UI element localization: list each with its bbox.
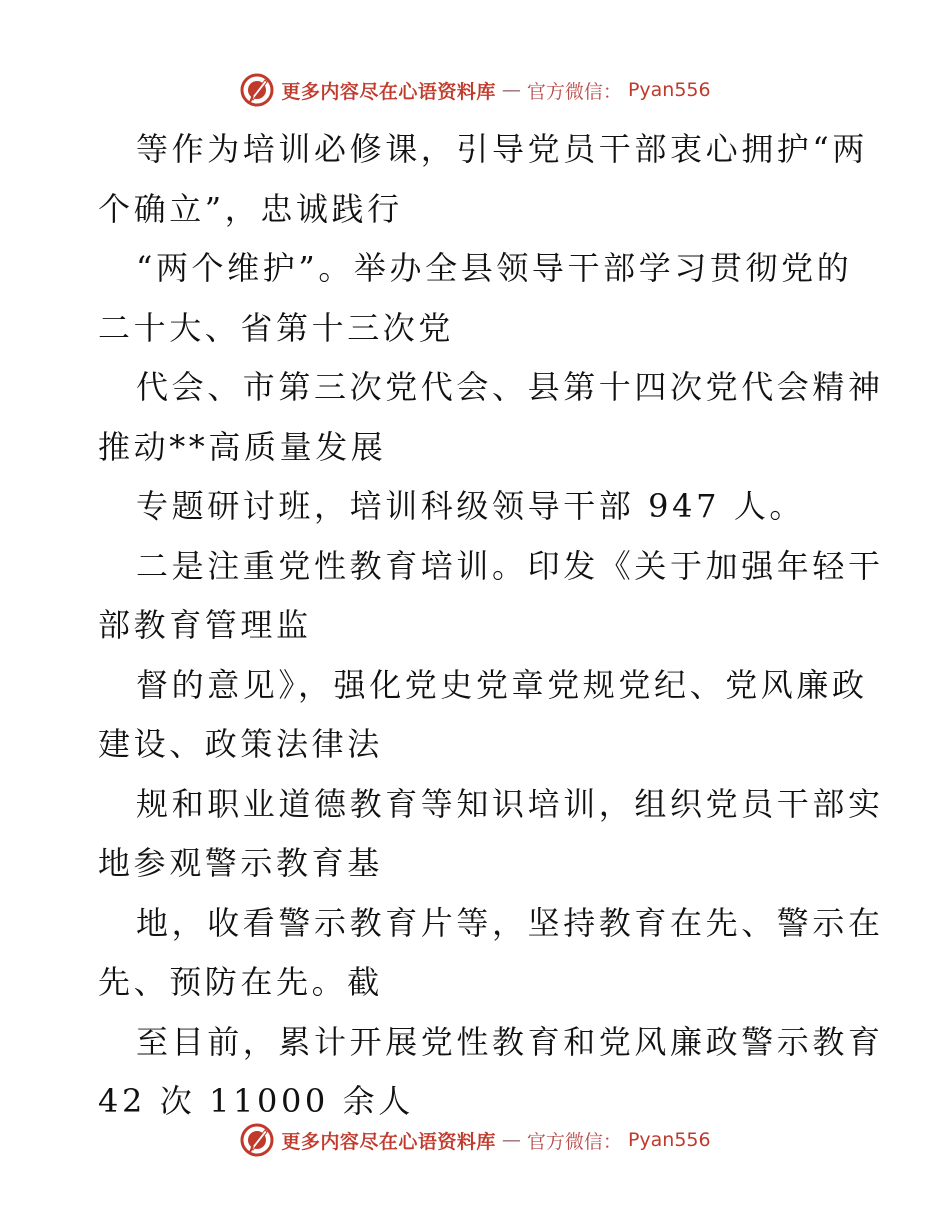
paragraph-line: 个确立”，忠诚践行 [98, 189, 403, 228]
watermark-separator: — [501, 79, 521, 101]
paragraph [98, 537, 884, 656]
paragraph [98, 656, 868, 775]
footer-watermark [0, 1120, 950, 1160]
paragraph-line: 规和职业道德教育等知识培训，组织党员干部实 [136, 784, 884, 823]
document-body [98, 120, 884, 1132]
watermark-wechat-id: Pyan556 [627, 1129, 711, 1151]
paragraph-line: 42 次 11000 余人 [98, 1082, 414, 1120]
paragraph-line: 地参观警示教育基 [98, 844, 383, 882]
header-watermark [0, 70, 950, 110]
paragraph-line: 等作为培训必修课，引导党员干部衷心拥护“两 [136, 130, 868, 168]
quill-logo-icon [239, 1122, 275, 1158]
paragraph-line: 专题研讨班，培训科级领导干部 947 人。 [136, 487, 806, 525]
watermark-official-label: 官方微信： [526, 1130, 622, 1153]
paragraph [98, 358, 884, 477]
paragraph-line: 先、预防在先。截 [98, 963, 383, 1001]
paragraph-line: 二十大、省第十三次党 [98, 308, 455, 347]
paragraph-line: 二是注重党性教育培训。印发《关于加强年轻干 [136, 546, 884, 585]
paragraph [98, 894, 884, 1013]
paragraph [98, 775, 884, 894]
watermark-official-label: 官方微信： [526, 80, 622, 103]
paragraph [98, 477, 858, 537]
paragraph-line: 建设、政策法律法 [98, 725, 383, 763]
paragraph [98, 239, 858, 358]
watermark-wechat-id: Pyan556 [627, 79, 711, 101]
paragraph-line: 代会、市第三次党代会、县第十四次党代会精神 [136, 368, 884, 406]
watermark-brand: 更多内容尽在心语资料库 [281, 80, 496, 103]
paragraph [98, 120, 868, 239]
paragraph-line: “两个维护”。举办全县领导干部学习贯彻党的 [136, 249, 853, 287]
paragraph-line: 督的意见》，强化党史党章党规党纪、党风廉政 [136, 665, 868, 704]
paragraph-line: 至目前，累计开展党性教育和党风廉政警示教育 [136, 1022, 884, 1061]
paragraph-line: 部教育管理监 [98, 606, 312, 644]
paragraph-line: 推动**高质量发展 [98, 427, 387, 466]
quill-logo-icon [239, 72, 275, 108]
paragraph [98, 1013, 884, 1132]
watermark-separator: — [501, 1129, 521, 1151]
paragraph-line: 地，收看警示教育片等，坚持教育在先、警示在 [136, 903, 884, 942]
watermark-brand: 更多内容尽在心语资料库 [281, 1130, 496, 1153]
